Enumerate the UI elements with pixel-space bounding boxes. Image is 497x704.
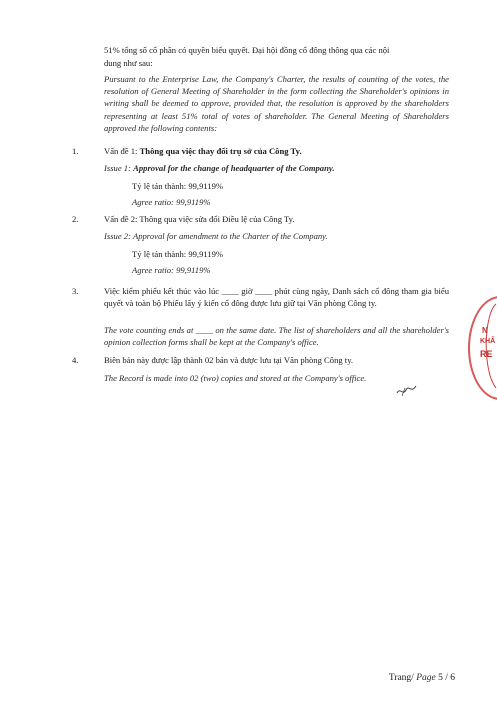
- item-3-en: The vote counting ends at ____ on the same date. The list of shareholders and all the shareholder's opinion collection forms shall be kept at the Company's office.: [104, 325, 449, 348]
- item-2-en-prefix: Issue 2:: [104, 231, 133, 241]
- stamp-text-3: RE: [480, 349, 493, 359]
- item-1-vi-ratio: Tỷ lệ tán thành: 99,9119%: [132, 181, 224, 191]
- footer-page-label: Trang/: [388, 673, 417, 683]
- item-1-vi-prefix: Vấn đề 1:: [104, 146, 140, 156]
- item-1-en-prefix: Issue 1:: [104, 163, 134, 173]
- intro-vi-line2: dung như sau:: [104, 58, 153, 68]
- handwritten-initial: [396, 384, 418, 398]
- item-3-vi: Việc kiểm phiếu kết thúc vào lúc ____ giờ ____ phút cùng ngày, Danh sách cổ đông tham gia biểu quyết và toàn bộ Phiếu lấy ý kiến cổ đông được lưu giữ tại Văn phòng Công ty.: [104, 286, 449, 309]
- item-1-number: 1.: [72, 146, 79, 156]
- page-footer: [389, 673, 455, 683]
- company-seal-inner-ring: [478, 300, 497, 392]
- item-2-vi: [104, 213, 295, 225]
- stamp-text-1: N: [482, 326, 488, 335]
- item-1-en: [104, 162, 335, 174]
- footer-page-number: 5 / 6: [435, 673, 455, 683]
- item-4-vi: Biên bản này được lập thành 02 bản và được lưu tại Văn phòng Công ty.: [104, 355, 354, 365]
- item-2-vi-prefix: Vấn đề 2:: [104, 214, 140, 224]
- stamp-text-2: KHẨ: [480, 338, 496, 345]
- item-2-en: [104, 230, 328, 242]
- item-4-en: The Record is made into 02 (two) copies and stored at the Company's office.: [104, 373, 367, 383]
- item-1-vi: [104, 145, 302, 157]
- item-2-number: 2.: [72, 214, 79, 224]
- item-2-en-title: Approval for amendment to the Charter of the Company.: [132, 231, 328, 241]
- item-2-en-ratio: Agree ratio: 99,9119%: [132, 265, 211, 275]
- intro-en-paragraph: Pursuant to the Enterprise Law, the Company's Charter, the results of counting of the votes, the resolution of General Meeting of Shareholder in the form collecting the Shareholder's opinions in writing shall be deemed to approve, provided that, the resolution is approved by the shareholders representing at least 51% total of votes of shareholder. The General Meeting of Shareholders approved the following contents:: [104, 74, 449, 133]
- item-4-number: 4.: [72, 355, 79, 365]
- item-2-vi-ratio: Tỷ lệ tán thành: 99,9119%: [132, 249, 224, 259]
- item-3-number: 3.: [72, 286, 79, 296]
- item-2-vi-title: Thông qua việc sửa đổi Điều lệ của Công Ty.: [139, 214, 295, 224]
- footer-page-label-en: Page: [416, 673, 436, 683]
- intro-vi-line1: 51% tổng số cổ phần có quyền biểu quyết. Đại hội đồng cổ đông thông qua các nội: [104, 45, 390, 55]
- item-1-en-title: Approval for the change of headquarter of the Company.: [133, 163, 335, 173]
- item-1-en-ratio: Agree ratio: 99,9119%: [132, 197, 211, 207]
- item-1-vi-title: Thông qua việc thay đổi trụ sở của Công Ty.: [139, 146, 302, 156]
